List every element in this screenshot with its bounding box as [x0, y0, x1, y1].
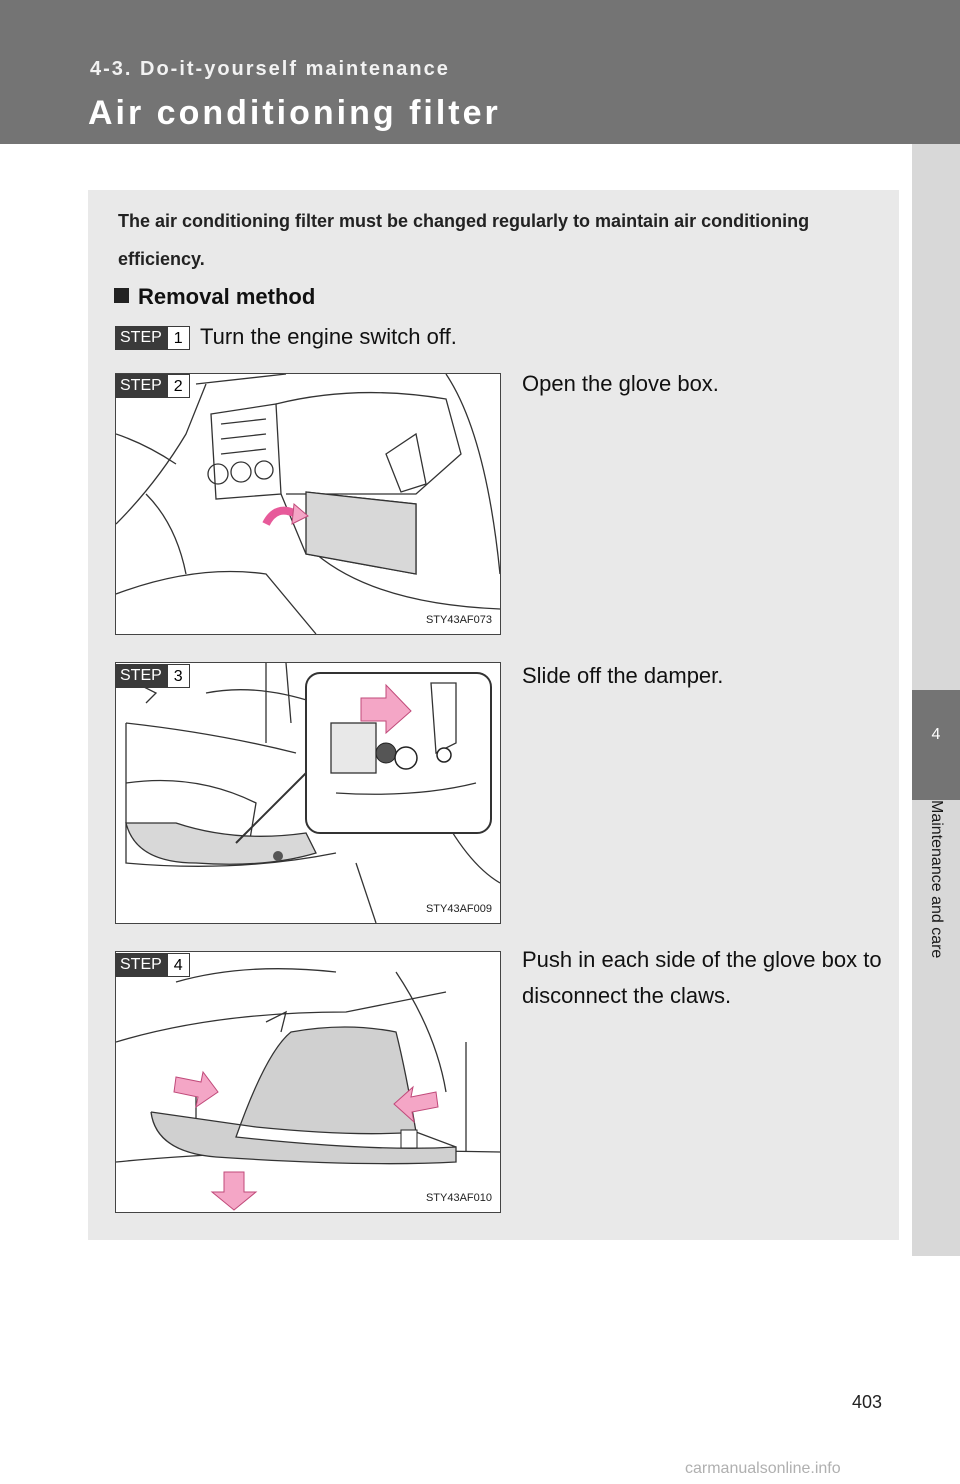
step-badge-2: [115, 374, 190, 398]
step-2-text: Open the glove box.: [522, 371, 719, 396]
intro-text: The air conditioning filter must be changed regularly to maintain air conditioning efficiency.: [118, 211, 810, 269]
page-number: 403: [852, 1392, 883, 1412]
step-badge-word: STEP: [115, 374, 167, 398]
image-code: STY43AF073: [425, 614, 492, 626]
step-badge-number: 1: [167, 326, 190, 350]
subheading-label: Removal method: [138, 284, 316, 309]
glovebox-claws-drawing: [116, 952, 500, 1212]
square-bullet-icon: [114, 288, 129, 303]
step-3-text: Slide off the damper.: [522, 663, 724, 688]
chapter-number: 4: [931, 726, 941, 743]
step-badge-1: [115, 326, 190, 350]
step-badge-number: 4: [167, 953, 190, 977]
image-code: STY43AF009: [425, 903, 492, 915]
step-4-text: Push in each side of the glove box to disconnect the claws.: [522, 947, 882, 1008]
damper-drawing: [116, 663, 500, 923]
image-code: STY43AF010: [425, 1192, 492, 1204]
step-badge-number: 3: [167, 664, 190, 688]
step-3-illustration: [115, 662, 501, 924]
chapter-tab-active[interactable]: [912, 690, 960, 800]
step-2-illustration: [115, 373, 501, 635]
step-badge-word: STEP: [115, 664, 167, 688]
watermark: carmanualsonline.info: [685, 1460, 841, 1477]
page-title: Air conditioning filter: [88, 94, 501, 132]
step-badge-number: 2: [167, 374, 190, 398]
subheading: [114, 284, 315, 310]
step-4-illustration: [115, 951, 501, 1213]
chapter-name: Maintenance and care: [928, 800, 945, 959]
step-badge-3: [115, 664, 190, 688]
dashboard-glovebox-drawing: [116, 374, 500, 634]
section-label: 4-3. Do-it-yourself maintenance: [90, 58, 450, 80]
step-badge-word: STEP: [115, 326, 167, 350]
step-badge-4: [115, 953, 190, 977]
step-1-text: Turn the engine switch off.: [200, 324, 457, 349]
step-badge-word: STEP: [115, 953, 167, 977]
